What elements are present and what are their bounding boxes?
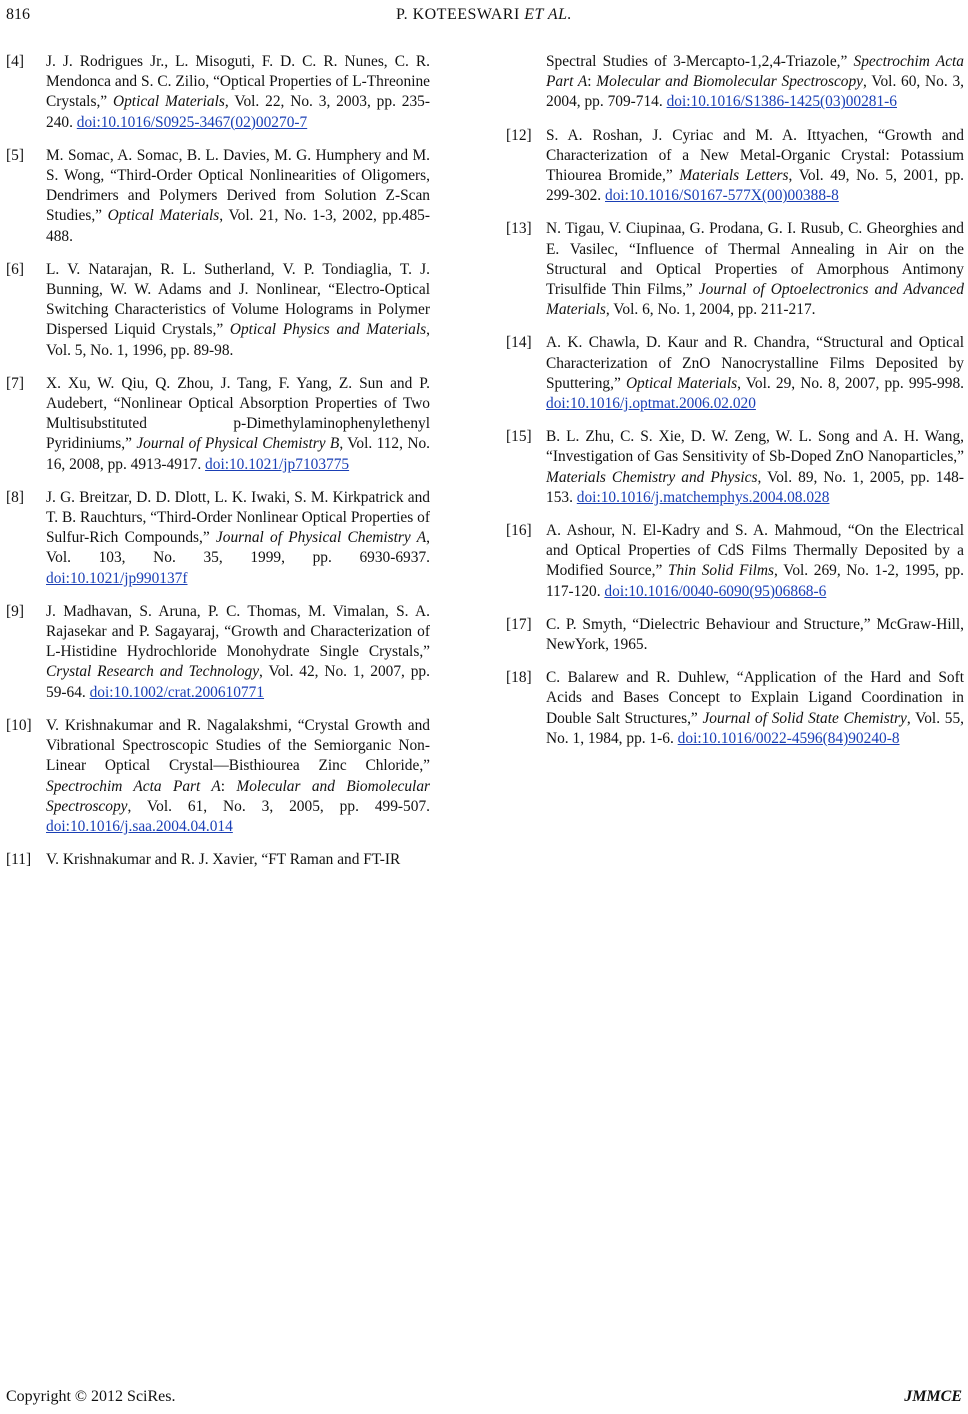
reference-item (6, 488, 430, 589)
reference-text (46, 717, 430, 835)
reference-text-segment: , Vol. 22, No. 3, 2003, pp. 235-240. (46, 93, 430, 131)
reference-text-segment: , Vol. 21, No. 1-3, 2002, pp.485-488. (46, 207, 430, 245)
reference-item (506, 219, 964, 320)
reference-text-segment: Spectral Studies of 3-Mercapto-1,2,4-Triazole,” (546, 53, 854, 70)
reference-source-title: Optical Materials (107, 207, 220, 225)
reference-source-title: Molecular and Biomolecular Spectroscopy (596, 73, 864, 91)
reference-text-segment: X. Xu, W. Qiu, Q. Zhou, J. Tang, F. Yang, Z. Sun and P. Audebert, “Nonlinear Optical Absorption Properties of Two Multisubstituted p-Dimethylaminophenylethenyl Pyridiniums,” (46, 374, 430, 453)
reference-source-title: Journal of Physical Chemistry B (136, 435, 340, 453)
reference-source-title: Molecular and Biomolecular Spectroscopy (46, 777, 431, 815)
reference-text (46, 261, 430, 359)
reference-text-segment: V. Krishnakumar and R. J. Xavier, “FT Raman and FT-IR (46, 851, 401, 869)
reference-source-title: Thin Solid Films (667, 562, 775, 580)
reference-source-title: Crystal Research and Technology (46, 663, 260, 681)
reference-item (506, 126, 964, 207)
reference-source-title: Spectrochim Acta Part A (46, 777, 221, 795)
page-footer (0, 1388, 968, 1412)
reference-number: [12] (506, 126, 532, 144)
reference-text-segment: : (587, 73, 597, 91)
reference-item (506, 333, 964, 414)
reference-item (6, 716, 430, 837)
reference-text (46, 147, 430, 245)
reference-source-title: Materials Letters (679, 167, 789, 185)
reference-text-segment: L. V. Natarajan, R. L. Sutherland, V. P. Tondiaglia, T. J. Bunning, W. W. Adams and J. Nonlinear, “Electro-Optical Switching Characteristics of Volume Holograms in Polymer Dispersed Liquid Crystals,” (46, 260, 430, 339)
reference-item (6, 850, 430, 870)
reference-item (506, 668, 964, 749)
reference-text-segment: , Vol. 42, No. 1, 2007, pp. 59-64. (46, 663, 430, 701)
reference-text (46, 375, 430, 473)
doi-link[interactable]: doi:10.1016/j.saa.2004.04.014 (46, 817, 233, 835)
reference-text-segment: , Vol. 61, No. 3, 2005, pp. 499-507. (127, 797, 430, 815)
reference-text-segment: C. P. Smyth, “Dielectric Behaviour and Structure,” McGraw-Hill, NewYork, 1965. (546, 615, 964, 654)
doi-link[interactable]: doi:10.1016/S0925-3467(02)00270-7 (76, 113, 308, 131)
reference-text (546, 220, 964, 318)
doi-link[interactable]: doi:10.1021/jp990137f (46, 569, 188, 587)
doi-link[interactable]: doi:10.1016/0040-6090(95)06868-6 (604, 582, 827, 600)
reference-number: [14] (506, 334, 532, 352)
reference-text-segment: , Vol. 5, No. 1, 1996, pp. 89-98. (46, 321, 430, 359)
journal-abbreviation: JMMCE (904, 1388, 962, 1405)
reference-text-segment: , Vol. 103, No. 35, 1999, pp. 6930-6937. (46, 529, 430, 567)
reference-text (546, 334, 964, 412)
reference-text-segment: A. K. Chawla, D. Kaur and R. Chandra, “Structural and Optical Characterization of ZnO Nanocrystalline Films Deposited by Sputtering,” (546, 334, 964, 392)
reference-text (546, 522, 964, 600)
reference-text-segment: S. A. Roshan, J. Cyriac and M. A. Ittyachen, “Growth and Characterization of a New Metal-Organic Crystal: Potassium Thiourea Bromide,” (546, 126, 964, 185)
reference-text-segment: , Vol. 49, No. 5, 2001, pp. 299-302. (546, 167, 964, 205)
reference-item (506, 521, 964, 602)
page-header (0, 6, 968, 34)
reference-number: [10] (6, 716, 32, 734)
reference-item (506, 615, 964, 655)
reference-number: [8] (6, 488, 24, 506)
reference-number: [7] (6, 374, 24, 392)
reference-text (46, 489, 430, 587)
reference-text-segment: V. Krishnakumar and R. Nagalakshmi, “Crystal Growth and Vibrational Spectroscopic Studies of the Semiorganic Non-Linear Optical Crystal—Bisthiourea Zinc Chloride,” (46, 716, 430, 775)
page-number: 816 (6, 6, 30, 23)
doi-link[interactable]: doi:10.1016/S1386-1425(03)00281-6 (666, 93, 897, 111)
reference-text-segment: J. G. Breitzar, D. D. Dlott, L. K. Iwaki, S. M. Kirkpatrick and T. B. Rauchturs, “Third-Order Nonlinear Optical Properties of Sulfur-Rich Compounds,” (46, 488, 430, 547)
reference-source-title: Journal of Physical Chemistry A (215, 529, 427, 547)
reference-item (6, 374, 430, 475)
reference-text-segment: , Vol. 60, No. 3, 2004, pp. 709-714. (546, 73, 964, 111)
reference-source-title: Materials Chemistry and Physics (546, 468, 758, 486)
reference-text-segment: , Vol. 112, No. 16, 2008, pp. 4913-4917. (46, 435, 430, 473)
copyright-notice: Copyright © 2012 SciRes. (6, 1388, 176, 1405)
reference-text-segment: A. Ashour, N. El-Kadry and S. A. Mahmoud, “On the Electrical and Optical Properties of CdS Films Thermally Deposited by a Modified Source,” (546, 522, 964, 580)
reference-text-segment: M. Somac, A. Somac, B. L. Davies, M. G. Humphery and M. S. Wong, “Third-Order Optical Nonlinearities of Oligomers, Dendrimers and Polymers Derived from Solution Z-Scan Studies,” (46, 146, 430, 225)
reference-number: [4] (6, 53, 24, 70)
reference-source-title: Optical Materials (113, 93, 225, 111)
reference-text-segment: , Vol. 6, No. 1, 2004, pp. 211-217. (605, 301, 816, 319)
doi-link[interactable]: doi:10.1016/0022-4596(84)90240-8 (677, 729, 900, 747)
reference-text-segment: , Vol. 89, No. 1, 2005, pp. 148-153. (546, 468, 965, 506)
reference-text-segment: C. Balarew and R. Duhlew, “Application of the Hard and Soft Acids and Bases Concept to Explain Ligand Coordination in Double Salt Structures,” (546, 669, 964, 727)
doi-link[interactable]: doi:10.1021/jp7103775 (205, 455, 350, 473)
doi-link[interactable]: doi:10.1016/j.optmat.2006.02.020 (546, 395, 756, 413)
reference-number: [18] (506, 669, 532, 687)
running-head-etal: ET AL. (524, 6, 573, 23)
reference-source-title: Journal of Optoelectronics and Advanced Materials (546, 281, 964, 319)
reference-text-segment: , Vol. 29, No. 8, 2007, pp. 995-998. (737, 374, 964, 392)
reference-text-segment: J. J. Rodrigues Jr., L. Misoguti, F. D. C. R. Nunes, C. R. Mendonca and S. C. Zilio, “Optical Properties of L-Threonine Crystals,” (46, 53, 430, 111)
doi-link[interactable]: doi:10.1016/S0167-577X(00)00388-8 (605, 187, 839, 205)
reference-item (506, 52, 964, 113)
reference-text (46, 851, 400, 868)
reference-text-segment: , Vol. 55, No. 1, 1984, pp. 1-6. (546, 709, 964, 747)
reference-number: [17] (506, 615, 532, 633)
reference-number: [5] (6, 146, 24, 164)
reference-text-segment: N. Tigau, V. Ciupinaa, G. Prodana, G. I. Rusub, C. Gheorghies and E. Vasilec, “Influence of Thermal Annealing in Air on the Structural and Optical Properties of Amorphous Antimony Trisulfide Thin Films,” (546, 220, 964, 299)
references-right-column (506, 52, 964, 762)
reference-source-title: Journal of Solid State Chemistry (702, 709, 907, 727)
reference-text (546, 127, 964, 205)
reference-source-title: Spectrochim Acta Part A (546, 53, 964, 91)
reference-number: [15] (506, 428, 532, 446)
reference-text-segment: : (220, 777, 237, 795)
reference-text-segment: J. Madhavan, S. Aruna, P. C. Thomas, M. Vimalan, S. A. Rajasekar and P. Sagayaraj, “Growth and Characterization of L-Histidine Hydrochloride Monohydrate Single Crystals,” (46, 602, 430, 661)
running-head (0, 6, 968, 24)
doi-link[interactable]: doi:10.1016/j.matchemphys.2004.08.028 (576, 488, 830, 506)
reference-text (46, 603, 430, 701)
reference-item (6, 52, 430, 133)
reference-text-segment: , Vol. 269, No. 1-2, 1995, pp. 117-120. (546, 562, 964, 600)
reference-number: [16] (506, 522, 532, 540)
doi-link[interactable]: doi:10.1002/crat.200610771 (89, 683, 265, 701)
reference-text-segment: B. L. Zhu, C. S. Xie, D. W. Zeng, W. L. Song and A. H. Wang, “Investigation of Gas Sensitivity of Sb-Doped ZnO Nanoparticles,” (546, 428, 964, 466)
reference-text (546, 428, 964, 506)
reference-number: [9] (6, 602, 24, 620)
reference-item (6, 260, 430, 361)
reference-number: [6] (6, 260, 24, 278)
reference-number: [11] (6, 851, 32, 869)
reference-text (546, 53, 964, 110)
reference-item (6, 146, 430, 247)
references-left-column (6, 52, 430, 883)
reference-item (506, 427, 964, 508)
reference-source-title: Optical Materials (625, 374, 738, 392)
reference-text (46, 53, 430, 131)
reference-number: [13] (506, 220, 532, 238)
reference-item (6, 602, 430, 703)
reference-text (546, 616, 964, 653)
running-head-authors: P. KOTEESWARI (395, 6, 520, 23)
reference-source-title: Optical Physics and Materials (229, 321, 427, 339)
reference-text (546, 669, 964, 747)
